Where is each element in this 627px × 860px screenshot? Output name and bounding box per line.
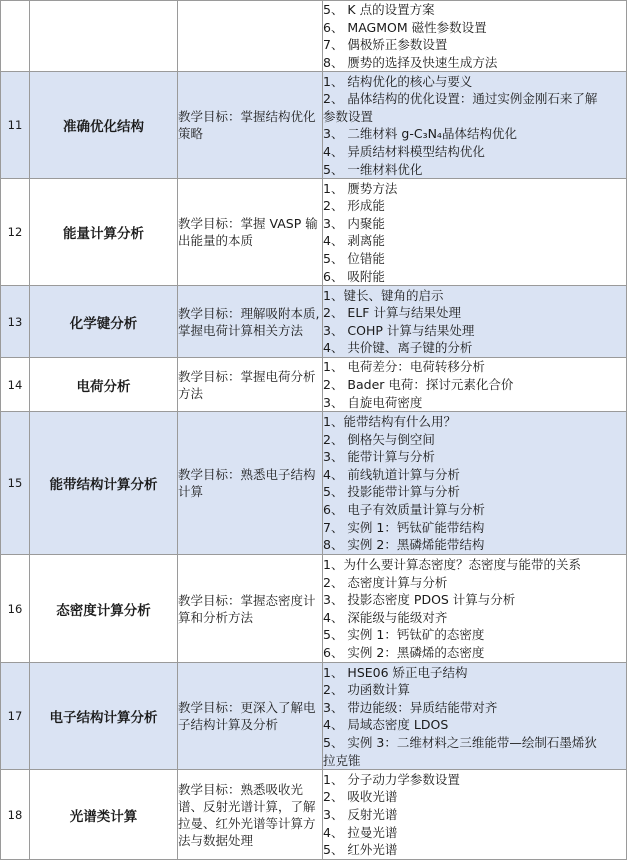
lesson-number: 13 (1, 286, 30, 358)
content-item: 拉克锥 (323, 752, 361, 768)
lesson-topic: 电荷分析 (30, 358, 178, 412)
content-item: 4、 拉曼光谱 (323, 824, 398, 840)
content-item: 3、 投影态密度 PDOS 计算与分析 (323, 592, 516, 608)
content-item: 5、 位错能 (323, 250, 385, 266)
content-item: 4、 剥离能 (323, 233, 385, 249)
lesson-number: 18 (1, 770, 30, 860)
lesson-topic: 化学键分析 (30, 286, 178, 358)
lesson-number: 14 (1, 358, 30, 412)
table-row (1, 1, 627, 72)
content-item: 4、 局域态密度 LDOS (323, 717, 449, 733)
lesson-content (323, 286, 627, 358)
content-item: 6、 MAGMOM 磁性参数设置 (323, 19, 487, 35)
content-item: 3、 带边能级：异质结能带对齐 (323, 699, 498, 715)
content-item: 1、 电荷差分：电荷转移分析 (323, 359, 485, 375)
table-row (1, 286, 627, 358)
content-item: 7、 实例 1：钙钛矿能带结构 (323, 519, 485, 535)
content-item: 1、键长、键角的启示 (323, 287, 444, 303)
content-item: 8、 赝势的选择及快速生成方法 (323, 54, 498, 70)
teaching-goal: 教学目标：理解吸附本质,掌握电荷计算相关方法 (178, 286, 323, 358)
content-item: 2、 形成能 (323, 198, 385, 214)
teaching-goal: 教学目标：更深入了解电子结构计算及分析 (178, 663, 323, 770)
content-item: 3、 能带计算与分析 (323, 449, 435, 465)
content-item: 5、 一维材料优化 (323, 161, 423, 177)
content-item: 3、 二维材料 g-C₃N₄晶体结构优化 (323, 126, 517, 142)
content-item: 3、 COHP 计算与结果处理 (323, 322, 475, 338)
lesson-topic: 光谱类计算 (30, 770, 178, 860)
lesson-content (323, 358, 627, 412)
content-item: 3、 内聚能 (323, 215, 385, 231)
content-item: 1、为什么要计算态密度？态密度与能带的关系 (323, 557, 581, 573)
lesson-number: 11 (1, 72, 30, 179)
content-item: 5、 投影能带计算与分析 (323, 484, 460, 500)
lesson-content (323, 663, 627, 770)
content-item: 4、 异质结材料模型结构优化 (323, 143, 485, 159)
lesson-topic: 电子结构计算分析 (30, 663, 178, 770)
content-item: 5、 红外光谱 (323, 842, 398, 858)
lesson-number: 16 (1, 555, 30, 663)
content-item: 参数设置 (323, 108, 374, 124)
lesson-content (323, 412, 627, 555)
content-item: 1、 结构优化的核心与要义 (323, 73, 473, 89)
teaching-goal: 教学目标：掌握结构优化策略 (178, 72, 323, 179)
content-item: 8、 实例 2：黑磷烯能带结构 (323, 537, 485, 553)
lesson-number: 15 (1, 412, 30, 555)
teaching-goal: 教学目标：熟悉电子结构计算 (178, 412, 323, 555)
course-table-body (1, 1, 627, 860)
lesson-topic: 准确优化结构 (30, 72, 178, 179)
content-item: 4、 前线轨道计算与分析 (323, 466, 460, 482)
content-item: 6、 吸附能 (323, 268, 385, 284)
content-item: 2、 晶体结构的优化设置：通过实例金刚石来了解 (323, 91, 598, 107)
content-item: 3、 反射光谱 (323, 807, 398, 823)
table-row (1, 179, 627, 286)
content-item: 2、 吸收光谱 (323, 789, 398, 805)
content-item: 2、 倒格矢与倒空间 (323, 431, 435, 447)
lesson-topic (30, 1, 178, 72)
content-item: 2、 Bader 电荷：探讨元素化合价 (323, 377, 514, 393)
teaching-goal: 教学目标：熟悉吸收光谱、反射光谱计算，了解拉曼、红外光谱等计算方法与数据处理 (178, 770, 323, 860)
content-item: 5、 K 点的设置方案 (323, 2, 435, 17)
content-item: 1、 分子动力学参数设置 (323, 771, 460, 787)
content-item: 2、 功函数计算 (323, 682, 410, 698)
content-item: 1、 HSE06 矫正电子结构 (323, 664, 468, 680)
lesson-content (323, 555, 627, 663)
lesson-content (323, 1, 627, 72)
teaching-goal (178, 1, 323, 72)
lesson-topic: 能量计算分析 (30, 179, 178, 286)
lesson-content (323, 770, 627, 860)
lesson-number (1, 1, 30, 72)
content-item: 4、 深能级与能级对齐 (323, 609, 448, 625)
teaching-goal: 教学目标：掌握 VASP 输出能量的本质 (178, 179, 323, 286)
table-row (1, 770, 627, 860)
content-item: 5、 实例 3：二维材料之三维能带—绘制石墨烯狄 (323, 734, 597, 750)
table-row (1, 72, 627, 179)
content-item: 4、 共价键、离子键的分析 (323, 340, 473, 356)
table-row (1, 412, 627, 555)
teaching-goal: 教学目标：掌握电荷分析方法 (178, 358, 323, 412)
lesson-content (323, 179, 627, 286)
table-row (1, 555, 627, 663)
lesson-number: 17 (1, 663, 30, 770)
content-item: 1、 赝势方法 (323, 180, 398, 196)
content-item: 2、 态密度计算与分析 (323, 574, 448, 590)
content-item: 2、 ELF 计算与结果处理 (323, 305, 461, 321)
content-item: 6、 实例 2：黑磷烯的态密度 (323, 645, 485, 661)
lesson-topic: 态密度计算分析 (30, 555, 178, 663)
lesson-content (323, 72, 627, 179)
content-item: 3、 自旋电荷密度 (323, 394, 423, 410)
teaching-goal: 教学目标：掌握态密度计算和分析方法 (178, 555, 323, 663)
table-row (1, 663, 627, 770)
lesson-topic: 能带结构计算分析 (30, 412, 178, 555)
content-item: 5、 实例 1：钙钛矿的态密度 (323, 627, 485, 643)
content-item: 1、能带结构有什么用？ (323, 414, 456, 429)
table-row (1, 358, 627, 412)
lesson-number: 12 (1, 179, 30, 286)
content-item: 6、 电子有效质量计算与分析 (323, 501, 485, 517)
content-item: 7、 偶极矫正参数设置 (323, 37, 448, 53)
